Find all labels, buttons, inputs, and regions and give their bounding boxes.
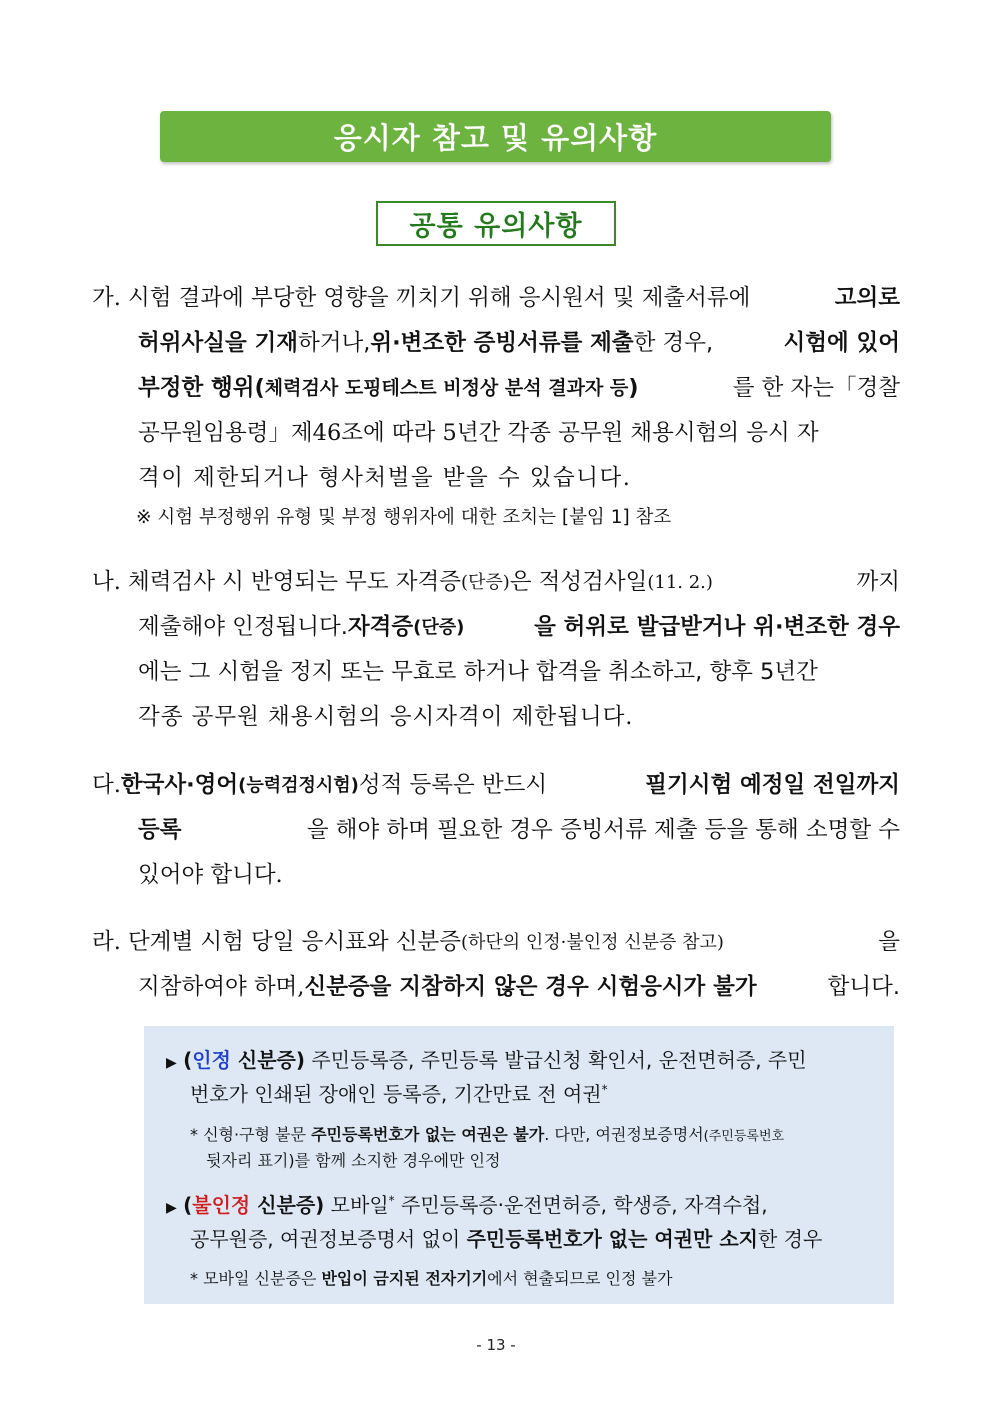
text-bold: 자격증 [347, 614, 414, 640]
note-reference: ※ 시험 부정행위 유형 및 부정 행위자에 대한 조치는 [붙임 1] 참조 [136, 507, 672, 528]
page-number: - 13 - [476, 1336, 516, 1354]
text: 합니다. [827, 974, 900, 1000]
text-bold: 신분증) [230, 1048, 305, 1072]
item-ga [92, 276, 900, 501]
valid-tag: 인정 [192, 1048, 231, 1072]
text: 한 경우 [757, 1227, 823, 1251]
text: 가. 시험 결과에 부당한 영향을 끼치기 위해 응시원서 및 제출서류에 [92, 285, 751, 311]
valid-id-line-2 [190, 1078, 608, 1107]
text: 번호가 인쇄된 장애인 등록증, 기간만료 전 여권 [190, 1082, 602, 1106]
text: 를 한 자는「경찰 [732, 375, 900, 401]
text-small: (주민등록번호 [703, 1129, 785, 1144]
subheading-box: 공통 유의사항 [376, 201, 616, 246]
invalid-tag: 불인정 [192, 1193, 251, 1217]
text: 성적 등록은 반드시 [358, 772, 548, 798]
id-info-box [144, 1026, 894, 1304]
text-bold-small: (단증) [413, 617, 465, 638]
item-ra [92, 920, 900, 1010]
text-bold-small: 체력검사 도핑테스트 비정상 분석 결과자 등 [264, 377, 629, 399]
text-bold: 한국사·영어 [120, 772, 239, 798]
text-small: (11. 2.) [647, 572, 713, 593]
text-bold: 필기시험 예정일 전일까지 [645, 772, 900, 798]
text-bold: 허위사실을 기재 [138, 330, 298, 356]
text: 한 경우, [633, 330, 714, 356]
text: * 모바일 신분증은 [190, 1269, 322, 1288]
text: 은 적성검사일 [509, 569, 648, 595]
text: 주민등록증·운전면허증, 학생증, 자격수첩, [394, 1193, 768, 1217]
text-bold: 부정한 행위( [138, 375, 265, 401]
invalid-id-line-2 [190, 1223, 822, 1252]
valid-id-note-2 [206, 1148, 500, 1171]
text: 각종 공무원 채용시험의 응시자격이 제한됩니다. [138, 704, 634, 730]
text: 에는 그 시험을 정지 또는 무효로 하거나 합격을 취소하고, 향후 5년간 [138, 659, 818, 685]
text: 나. 체력검사 시 반영되는 무도 자격증 [92, 569, 461, 595]
text: 공무원임용령」제46조에 따라 5년간 각종 공무원 채용시험의 응시 자 [138, 420, 819, 446]
text: 주민등록증, 주민등록 발급신청 확인서, 운전면허증, 주민 [305, 1048, 807, 1072]
text-bold: 을 허위로 발급받거나 위·변조한 경우 [534, 614, 900, 640]
asterisk-mark: * [388, 1193, 395, 1208]
item-da [92, 763, 900, 898]
text-small: (하단의 인정·불인정 신분증 참고) [460, 932, 724, 953]
text: 격이 제한되거나 형사처벌을 받을 수 있습니다. [138, 465, 632, 491]
text-bold: 등록 [138, 817, 182, 843]
text: 까지 [856, 569, 900, 595]
text-bold-small: (능력검정시험) [238, 775, 359, 796]
text: . 다만, 여권정보증명서 [544, 1125, 704, 1144]
text-bold: 고의로 [834, 285, 900, 311]
text: 을 [878, 929, 900, 955]
invalid-id-line-1 [166, 1189, 768, 1218]
section-banner: 응시자 참고 및 유의사항 [160, 111, 831, 162]
valid-id-line-1 [166, 1044, 807, 1073]
text-bold: 시험에 있어 [783, 330, 900, 356]
text-bold: 위·변조한 증빙서류를 제출 [370, 330, 634, 356]
text: 모바일 [324, 1193, 389, 1217]
text-bold: ) [628, 375, 639, 401]
item-na [92, 560, 900, 740]
triangle-bullet-icon: ▶ [166, 1055, 177, 1071]
text-small: (단증) [460, 572, 510, 593]
text-bold: ( [183, 1193, 193, 1217]
triangle-bullet-icon: ▶ [166, 1200, 177, 1216]
text: 하거나, [297, 330, 371, 356]
text-bold: 신분증) [250, 1193, 325, 1217]
text-bold: 신분증을 지참하지 않은 경우 시험응시가 불가 [304, 974, 757, 1000]
text: 다. [92, 772, 121, 798]
text-bold: 반입이 금지된 전자기기 [321, 1269, 488, 1288]
text-bold: 주민등록번호가 없는 여권만 소지 [466, 1227, 758, 1251]
text-bold: ( [183, 1048, 193, 1072]
invalid-id-note [190, 1266, 672, 1289]
text: 라. 단계별 시험 당일 응시표와 신분증 [92, 929, 461, 955]
text: 뒷자리 표기)를 함께 소지한 경우에만 인정 [206, 1151, 501, 1170]
asterisk-mark: * [601, 1082, 608, 1097]
text: 을 해야 하며 필요한 경우 증빙서류 제출 등을 통해 소명할 수 [306, 817, 900, 843]
text-bold: 주민등록번호가 없는 여권은 불가 [311, 1125, 545, 1144]
text: 에서 현출되므로 인정 불가 [487, 1269, 673, 1288]
text: 공무원증, 여권정보증명서 없이 [190, 1227, 467, 1251]
valid-id-note-1 [190, 1122, 784, 1145]
text: * 신형·구형 불문 [190, 1125, 312, 1144]
text: 지참하여야 하며, [138, 974, 305, 1000]
text: 있어야 합니다. [138, 862, 283, 888]
text: 제출해야 인정됩니다. [138, 614, 348, 640]
